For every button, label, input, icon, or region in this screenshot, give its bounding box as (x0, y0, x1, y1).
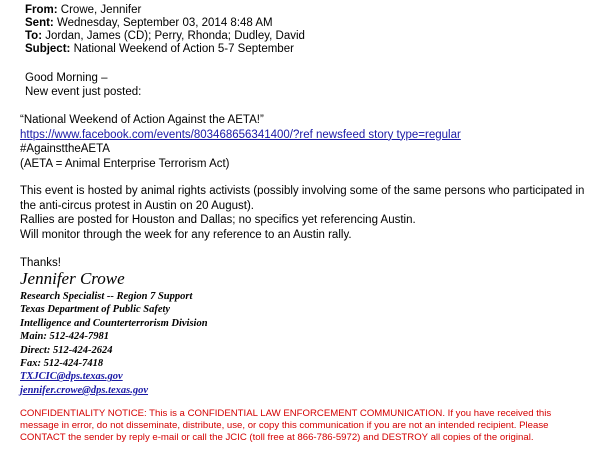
event-hashtag: #AgainsttheAETA (20, 143, 110, 155)
from-label: From: (25, 4, 58, 16)
signature-name: Jennifer Crowe (20, 269, 125, 288)
event-link[interactable]: https://www.facebook.com/events/803468656341400/?ref newsfeed story type=regular (20, 128, 461, 141)
subject-label: Subject: (25, 43, 71, 55)
message-body (20, 184, 592, 242)
greeting (25, 71, 141, 99)
to-label: To: (25, 30, 43, 42)
event-note: (AETA = Animal Enterprise Terrorism Act) (20, 157, 230, 170)
thanks-line: Thanks! (20, 257, 61, 269)
greeting-line: Good Morning – (25, 72, 108, 84)
sent-label: Sent: (25, 17, 54, 29)
subject-value: National Weekend of Action 5-7 September (73, 43, 294, 55)
signature-block (20, 290, 208, 397)
body-line-monitor: Will monitor through the week for any reference to an Austin rally. (20, 228, 352, 241)
subject-row (25, 43, 305, 56)
body-line-rallies: Rallies are posted for Houston and Dallas; no specifics yet referencing Austin. (20, 214, 416, 226)
signature-department: Texas Department of Public Safety (20, 304, 171, 316)
signature-title: Research Specialist -- Region 7 Support (20, 291, 193, 302)
to-value: Jordan, James (CD); Perry, Rhonda; Dudley, David (45, 30, 305, 42)
email-header (25, 4, 305, 56)
email-link-txjcic[interactable]: TXJCIC@dps.texas.gov (20, 371, 123, 383)
event-block (20, 113, 461, 171)
event-title: “National Weekend of Action Against the AETA!” (20, 114, 264, 126)
email-link-jennifer[interactable]: jennifer.crowe@dps.texas.gov (20, 384, 149, 396)
to-row (25, 30, 305, 43)
from-value: Crowe, Jennifer (60, 4, 142, 16)
confidentiality-notice: CONFIDENTIALITY NOTICE: This is a CONFIDENTIAL LAW ENFORCEMENT COMMUNICATION. If you have received this message in error, do not disseminate, distribute, use, or copy this communication if you are not an intended recipient. Please CONTACT the sender by reply e-mail or call the JCIC (toll free at 866-786-5972) and DESTROY all copies of the original. (20, 408, 552, 443)
signature-main-phone: Main: 512-424-7981 (20, 331, 109, 343)
body-paragraph: This event is hosted by animal rights activists (possibly involving some of the same persons who participated in the anti-circus protest in Austin on 20 August). (20, 185, 585, 212)
sent-row (25, 17, 305, 30)
signature-direct-phone: Direct: 512-424-2624 (20, 344, 113, 356)
sent-value: Wednesday, September 03, 2014 8:48 AM (56, 17, 273, 29)
signature-division: Intelligence and Counterterrorism Division (20, 317, 208, 329)
from-row (25, 4, 305, 17)
signature-fax: Fax: 512-424-7418 (20, 358, 104, 370)
intro-line: New event just posted: (25, 86, 142, 98)
